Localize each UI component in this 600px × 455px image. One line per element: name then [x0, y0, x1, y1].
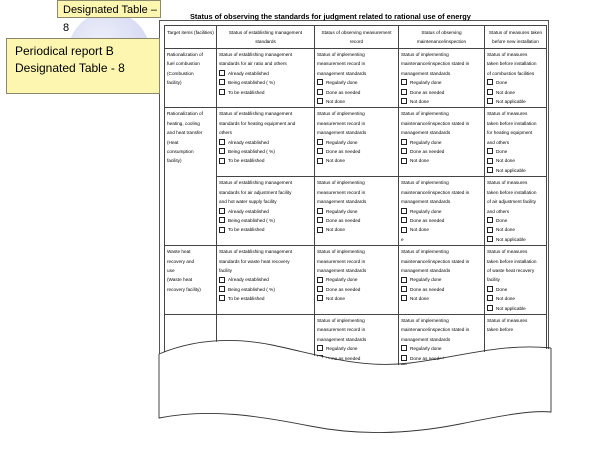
- checkbox-icon[interactable]: [317, 227, 323, 233]
- maintenance-cell: [399, 177, 485, 246]
- checkbox-label: To be established: [228, 296, 265, 302]
- checkbox-icon[interactable]: [317, 158, 323, 164]
- cell-line: management standards: [317, 267, 367, 273]
- designated-table-label: Designated Table – 8: [57, 0, 161, 18]
- checkbox-label: Done: [496, 217, 508, 223]
- checkbox-label: Regularly done: [410, 80, 442, 86]
- checkbox-label: Done as needed: [326, 286, 361, 292]
- checkbox-icon[interactable]: [317, 139, 323, 145]
- checkbox-option[interactable]: [219, 88, 312, 97]
- checkbox-option[interactable]: [219, 275, 312, 284]
- checkbox-label: Done as needed: [326, 89, 361, 95]
- cell-line: Status of implementing: [401, 317, 449, 323]
- checkbox-option[interactable]: [317, 294, 396, 303]
- checkbox-option[interactable]: [401, 78, 482, 87]
- checkbox-option[interactable]: [401, 156, 482, 165]
- cell-line: Status of establishing management: [219, 180, 293, 186]
- checkbox-option[interactable]: [219, 156, 312, 165]
- checkbox-option[interactable]: [317, 78, 396, 87]
- checkbox-label: Done: [496, 149, 508, 155]
- cell-line: management standards: [317, 130, 367, 136]
- checkbox-label: Not done: [496, 227, 516, 233]
- checkbox-option[interactable]: [487, 147, 544, 156]
- cell-line: recovery facility): [167, 286, 201, 292]
- cell-line: standards for air adjustment facility: [219, 189, 292, 195]
- checkbox-label: Done as needed: [410, 286, 445, 292]
- cell-line: Status of measures: [487, 52, 528, 57]
- designated-table-line: Designated Table - 8: [15, 61, 125, 75]
- checkbox-option[interactable]: [317, 88, 396, 97]
- checkbox-label: Already established: [228, 139, 269, 145]
- cell-line: e: [401, 236, 404, 242]
- header-standards: Status of establishing management standards: [217, 26, 315, 49]
- checkbox-icon[interactable]: [219, 148, 225, 154]
- cell-line: Status of establishing management: [219, 249, 293, 255]
- checkbox-icon[interactable]: [317, 79, 323, 85]
- cell-line: use: [167, 267, 175, 273]
- cell-line: Status of measures: [487, 249, 528, 255]
- cell-line: measurement record in: [317, 189, 366, 195]
- checkbox-icon[interactable]: [219, 79, 225, 85]
- periodical-report-label: [6, 38, 160, 94]
- checkbox-label: To be established: [228, 227, 265, 233]
- checkbox-option[interactable]: [219, 216, 312, 225]
- checkbox-label: Being established ( %): [228, 80, 275, 86]
- checkbox-option[interactable]: [401, 285, 482, 294]
- checkbox-label: Not done: [410, 227, 430, 233]
- maintenance-cell: [399, 246, 485, 315]
- cell-line: measurement record in: [317, 258, 366, 264]
- checkbox-label: Not applicable: [496, 99, 526, 105]
- checkbox-label: Not applicable: [496, 305, 526, 311]
- periodical-report-line: Periodical report B: [15, 44, 114, 58]
- checkbox-icon[interactable]: [401, 227, 407, 233]
- cell-line: (Waste heat: [167, 277, 193, 283]
- checkbox-icon[interactable]: [317, 286, 323, 292]
- checkbox-label: Regularly done: [410, 277, 442, 283]
- checkbox-label: Not done: [326, 296, 346, 302]
- checkbox-option[interactable]: [487, 78, 544, 87]
- checkbox-icon[interactable]: [317, 89, 323, 95]
- checkbox-label: Done as needed: [410, 149, 445, 155]
- checkbox-icon[interactable]: [219, 277, 225, 283]
- checkbox-label: Regularly done: [326, 80, 358, 86]
- cell-line: Status of implementing: [317, 317, 365, 323]
- checkbox-label: Not done: [496, 296, 516, 302]
- checkbox-option[interactable]: [487, 216, 544, 225]
- checkbox-option[interactable]: [487, 304, 544, 313]
- cell-line: consumption: [167, 149, 194, 155]
- cell-line: Status of implementing: [401, 249, 449, 255]
- checkbox-label: Not done: [496, 89, 516, 95]
- cell-line: Status of measures: [487, 180, 528, 186]
- cell-line: facility: [487, 277, 501, 283]
- checkbox-option[interactable]: [401, 207, 482, 216]
- checkbox-label: Not done: [326, 99, 346, 105]
- checkbox-label: Being established ( %): [228, 149, 275, 155]
- cell-line: management standards: [317, 70, 367, 76]
- checkbox-label: Done as needed: [326, 149, 361, 155]
- checkbox-icon[interactable]: [317, 148, 323, 154]
- cell-line: measurement record in: [317, 120, 366, 126]
- table-row: [165, 177, 547, 246]
- checkbox-icon[interactable]: [487, 305, 493, 311]
- table-row: [165, 246, 547, 315]
- checkbox-icon[interactable]: [487, 148, 493, 154]
- cell-line: Status of establishing management: [219, 111, 293, 117]
- checkbox-icon[interactable]: [487, 217, 493, 223]
- checkbox-icon[interactable]: [401, 277, 407, 283]
- maintenance-cell: [399, 108, 485, 177]
- cell-line: management standards: [401, 199, 451, 205]
- cell-line: and heat transfer: [167, 130, 203, 136]
- checkbox-option[interactable]: [219, 78, 312, 87]
- standards-cell: [217, 49, 315, 108]
- cell-line: [219, 316, 312, 325]
- checkbox-option[interactable]: [487, 235, 544, 244]
- checkbox-label: Not applicable: [496, 236, 526, 242]
- checkbox-icon[interactable]: [487, 158, 493, 164]
- header-measures: Status of measures taken before new installation: [485, 26, 547, 49]
- cell-line: taken before installation: [487, 189, 537, 195]
- checkbox-label: Done: [496, 80, 508, 86]
- cell-line: maintenance/inspection stated in: [401, 327, 470, 333]
- checkbox-option[interactable]: [219, 69, 312, 78]
- cell-line: Waste heat: [167, 249, 191, 255]
- measures-cell: [485, 108, 547, 177]
- checkbox-icon[interactable]: [317, 295, 323, 301]
- cell-line: management standards: [401, 70, 451, 76]
- checkbox-label: Not applicable: [496, 167, 526, 173]
- checkbox-icon[interactable]: [219, 70, 225, 76]
- checkbox-icon[interactable]: [401, 139, 407, 145]
- checkbox-option[interactable]: [317, 138, 396, 147]
- checkbox-option[interactable]: [317, 225, 396, 234]
- cell-line: maintenance/inspection stated in: [401, 120, 470, 126]
- checkbox-option[interactable]: [317, 285, 396, 294]
- header-measurement: Status of observing measurement record: [315, 26, 399, 49]
- cell-line: and others: [487, 139, 510, 145]
- checkbox-option[interactable]: [317, 207, 396, 216]
- checkbox-icon[interactable]: [487, 89, 493, 95]
- header-target: Target items (facilities): [165, 26, 217, 49]
- checkbox-icon[interactable]: [219, 208, 225, 214]
- target-cell: [165, 108, 217, 246]
- checkbox-label: Already established: [228, 277, 269, 283]
- cell-line: Status of implementing: [317, 180, 365, 186]
- cell-line: fuel combustion: [167, 61, 200, 67]
- cell-line: of combustion facilities: [487, 70, 535, 76]
- checkbox-label: Regularly done: [326, 277, 358, 283]
- checkbox-icon[interactable]: [487, 98, 493, 104]
- checkbox-label: Not done: [410, 99, 430, 105]
- checkbox-label: Not done: [326, 158, 346, 164]
- cell-line: standards for air ratio and others: [219, 61, 287, 67]
- cell-line: Status of measures: [487, 111, 528, 117]
- checkbox-option[interactable]: [317, 216, 396, 225]
- cell-line: of waste heat recovery: [487, 267, 535, 273]
- checkbox-icon[interactable]: [219, 158, 225, 164]
- checkbox-option[interactable]: [487, 88, 544, 97]
- cell-line: (Heat: [167, 139, 179, 145]
- measures-cell: [485, 246, 547, 315]
- cell-line: Status of implementing: [401, 52, 449, 57]
- checkbox-icon[interactable]: [317, 277, 323, 283]
- table-row: [165, 49, 547, 108]
- cell-line: Status of implementing: [401, 111, 449, 117]
- header-maintenance: Status of observing maintenance/inspection: [399, 26, 485, 49]
- measures-cell: [485, 49, 547, 108]
- checkbox-icon[interactable]: [219, 227, 225, 233]
- checkbox-icon[interactable]: [401, 148, 407, 154]
- checkbox-icon[interactable]: [401, 158, 407, 164]
- cell-line: and hot water supply facility: [219, 199, 277, 205]
- maintenance-cell: [399, 49, 485, 108]
- cell-line: others: [219, 130, 233, 136]
- checkbox-option[interactable]: [401, 294, 482, 303]
- checkbox-label: Regularly done: [326, 208, 358, 214]
- checkbox-option[interactable]: [487, 225, 544, 234]
- checkbox-label: Not done: [410, 296, 430, 302]
- checkbox-icon[interactable]: [487, 167, 493, 173]
- checkbox-label: To be established: [228, 89, 265, 95]
- cell-line: management standards: [401, 130, 451, 136]
- checkbox-label: Not done: [496, 158, 516, 164]
- checkbox-label: Done as needed: [326, 355, 361, 361]
- checkbox-option[interactable]: [487, 166, 544, 175]
- checkbox-label: To be established: [228, 158, 265, 164]
- checkbox-option[interactable]: [219, 138, 312, 147]
- table-row: [165, 108, 547, 177]
- checkbox-option[interactable]: [487, 156, 544, 165]
- cell-line: maintenance/inspection stated in: [401, 189, 470, 195]
- checkbox-icon[interactable]: [487, 79, 493, 85]
- cell-line: and others: [487, 208, 510, 214]
- cell-line: of air adjustment facility: [487, 199, 536, 205]
- measurement-cell: [315, 108, 399, 177]
- cell-line: heating, cooling: [167, 120, 200, 126]
- measurement-cell: [315, 49, 399, 108]
- cell-line: recovery and: [167, 258, 195, 264]
- target-cell: [165, 246, 217, 315]
- cell-line: maintenance/inspection stated in: [401, 258, 470, 264]
- measures-cell: [485, 177, 547, 246]
- cell-line: taken before installation: [487, 120, 537, 126]
- cell-line: Status of implementing: [317, 249, 365, 255]
- checkbox-icon[interactable]: [401, 98, 407, 104]
- checkbox-label: Done: [496, 286, 508, 292]
- cell-line: (Combustion: [167, 70, 194, 76]
- checkbox-label: Regularly done: [326, 139, 358, 145]
- cell-line: management standards: [401, 267, 451, 273]
- cell-line: measurement record in: [317, 327, 366, 333]
- checkbox-icon[interactable]: [487, 227, 493, 233]
- torn-edge-overlay: [150, 330, 560, 455]
- cell-line: maintenance/inspection stated in: [401, 61, 470, 67]
- checkbox-icon[interactable]: [487, 295, 493, 301]
- cell-line: taken before: [487, 327, 514, 333]
- cell-line: for heating equipment: [487, 130, 533, 136]
- cell-line: facility: [219, 267, 233, 273]
- checkbox-option[interactable]: [487, 285, 544, 294]
- checkbox-icon[interactable]: [487, 286, 493, 292]
- checkbox-option[interactable]: [401, 97, 482, 106]
- checkbox-icon[interactable]: [401, 286, 407, 292]
- checkbox-option[interactable]: [317, 147, 396, 156]
- checkbox-option[interactable]: [487, 97, 544, 106]
- cell-line: Status of measures: [487, 317, 528, 323]
- standards-cell: [217, 177, 315, 246]
- checkbox-label: Not done: [326, 227, 346, 233]
- checkbox-icon[interactable]: [401, 89, 407, 95]
- checkbox-icon[interactable]: [401, 79, 407, 85]
- measurement-cell: [315, 177, 399, 246]
- cell-line: Status of implementing: [317, 52, 365, 57]
- checkbox-label: Done as needed: [326, 217, 361, 223]
- checkbox-option[interactable]: [401, 147, 482, 156]
- cell-line: management standards: [317, 336, 367, 342]
- measurement-cell: [315, 246, 399, 315]
- cell-line: facility): [167, 80, 182, 86]
- cell-line: Status of implementing: [317, 111, 365, 117]
- checkbox-icon[interactable]: [317, 217, 323, 223]
- checkbox-label: Regularly done: [410, 346, 442, 352]
- checkbox-label: Regularly done: [326, 346, 358, 352]
- checkbox-option[interactable]: [317, 275, 396, 284]
- standards-cell: [217, 246, 315, 315]
- cell-line: taken before installation: [487, 61, 537, 67]
- checkbox-label: Done as needed: [410, 355, 445, 361]
- checkbox-option[interactable]: [219, 294, 312, 303]
- checkbox-icon[interactable]: [219, 139, 225, 145]
- standards-cell: [217, 108, 315, 177]
- checkbox-icon[interactable]: [219, 217, 225, 223]
- checkbox-option[interactable]: [317, 97, 396, 106]
- checkbox-label: Regularly done: [410, 139, 442, 145]
- checkbox-option[interactable]: [219, 285, 312, 294]
- checkbox-label: Being established ( %): [228, 217, 275, 223]
- checkbox-icon[interactable]: [219, 295, 225, 301]
- checkbox-label: Regularly done: [410, 208, 442, 214]
- header-row: [165, 26, 547, 49]
- checkbox-icon[interactable]: [487, 236, 493, 242]
- checkbox-option[interactable]: [401, 275, 482, 284]
- checkbox-icon[interactable]: [317, 208, 323, 214]
- checkbox-label: Done as needed: [410, 89, 445, 95]
- target-cell: [165, 49, 217, 108]
- checkbox-icon[interactable]: [401, 208, 407, 214]
- cell-line: Status of implementing: [401, 180, 449, 186]
- cell-line: management standards: [317, 199, 367, 205]
- checkbox-option[interactable]: [219, 225, 312, 234]
- checkbox-option[interactable]: [401, 216, 482, 225]
- checkbox-icon[interactable]: [401, 295, 407, 301]
- checkbox-option[interactable]: [219, 147, 312, 156]
- cell-line: taken before installation: [487, 258, 537, 264]
- checkbox-label: Not done: [410, 158, 430, 164]
- cell-line: standards for heating equipment and: [219, 120, 296, 126]
- cell-line: standards for waste heat recovery: [219, 258, 290, 264]
- checkbox-label: Done as needed: [410, 217, 445, 223]
- checkbox-option[interactable]: [401, 88, 482, 97]
- cell-line: measurement record in: [317, 61, 366, 67]
- checkbox-label: Already established: [228, 208, 269, 214]
- cell-line: facility): [167, 158, 182, 164]
- document-title: Status of observing the standards for judgment related to rational use of energy: [190, 12, 471, 21]
- cell-line: management standards: [401, 336, 451, 342]
- cell-line: Rationalization of: [167, 111, 203, 117]
- checkbox-icon[interactable]: [401, 217, 407, 223]
- checkbox-option[interactable]: [317, 156, 396, 165]
- checkbox-icon[interactable]: [317, 98, 323, 104]
- checkbox-label: Being established ( %): [228, 286, 275, 292]
- cell-line: Status of establishing management: [219, 52, 293, 57]
- checkbox-option[interactable]: [219, 207, 312, 216]
- checkbox-option[interactable]: [401, 225, 482, 234]
- checkbox-icon[interactable]: [219, 89, 225, 95]
- checkbox-option[interactable]: [401, 138, 482, 147]
- cell-line: Rationalization of: [167, 52, 203, 57]
- checkbox-icon[interactable]: [219, 286, 225, 292]
- checkbox-label: Already established: [228, 70, 269, 76]
- checkbox-option[interactable]: [487, 294, 544, 303]
